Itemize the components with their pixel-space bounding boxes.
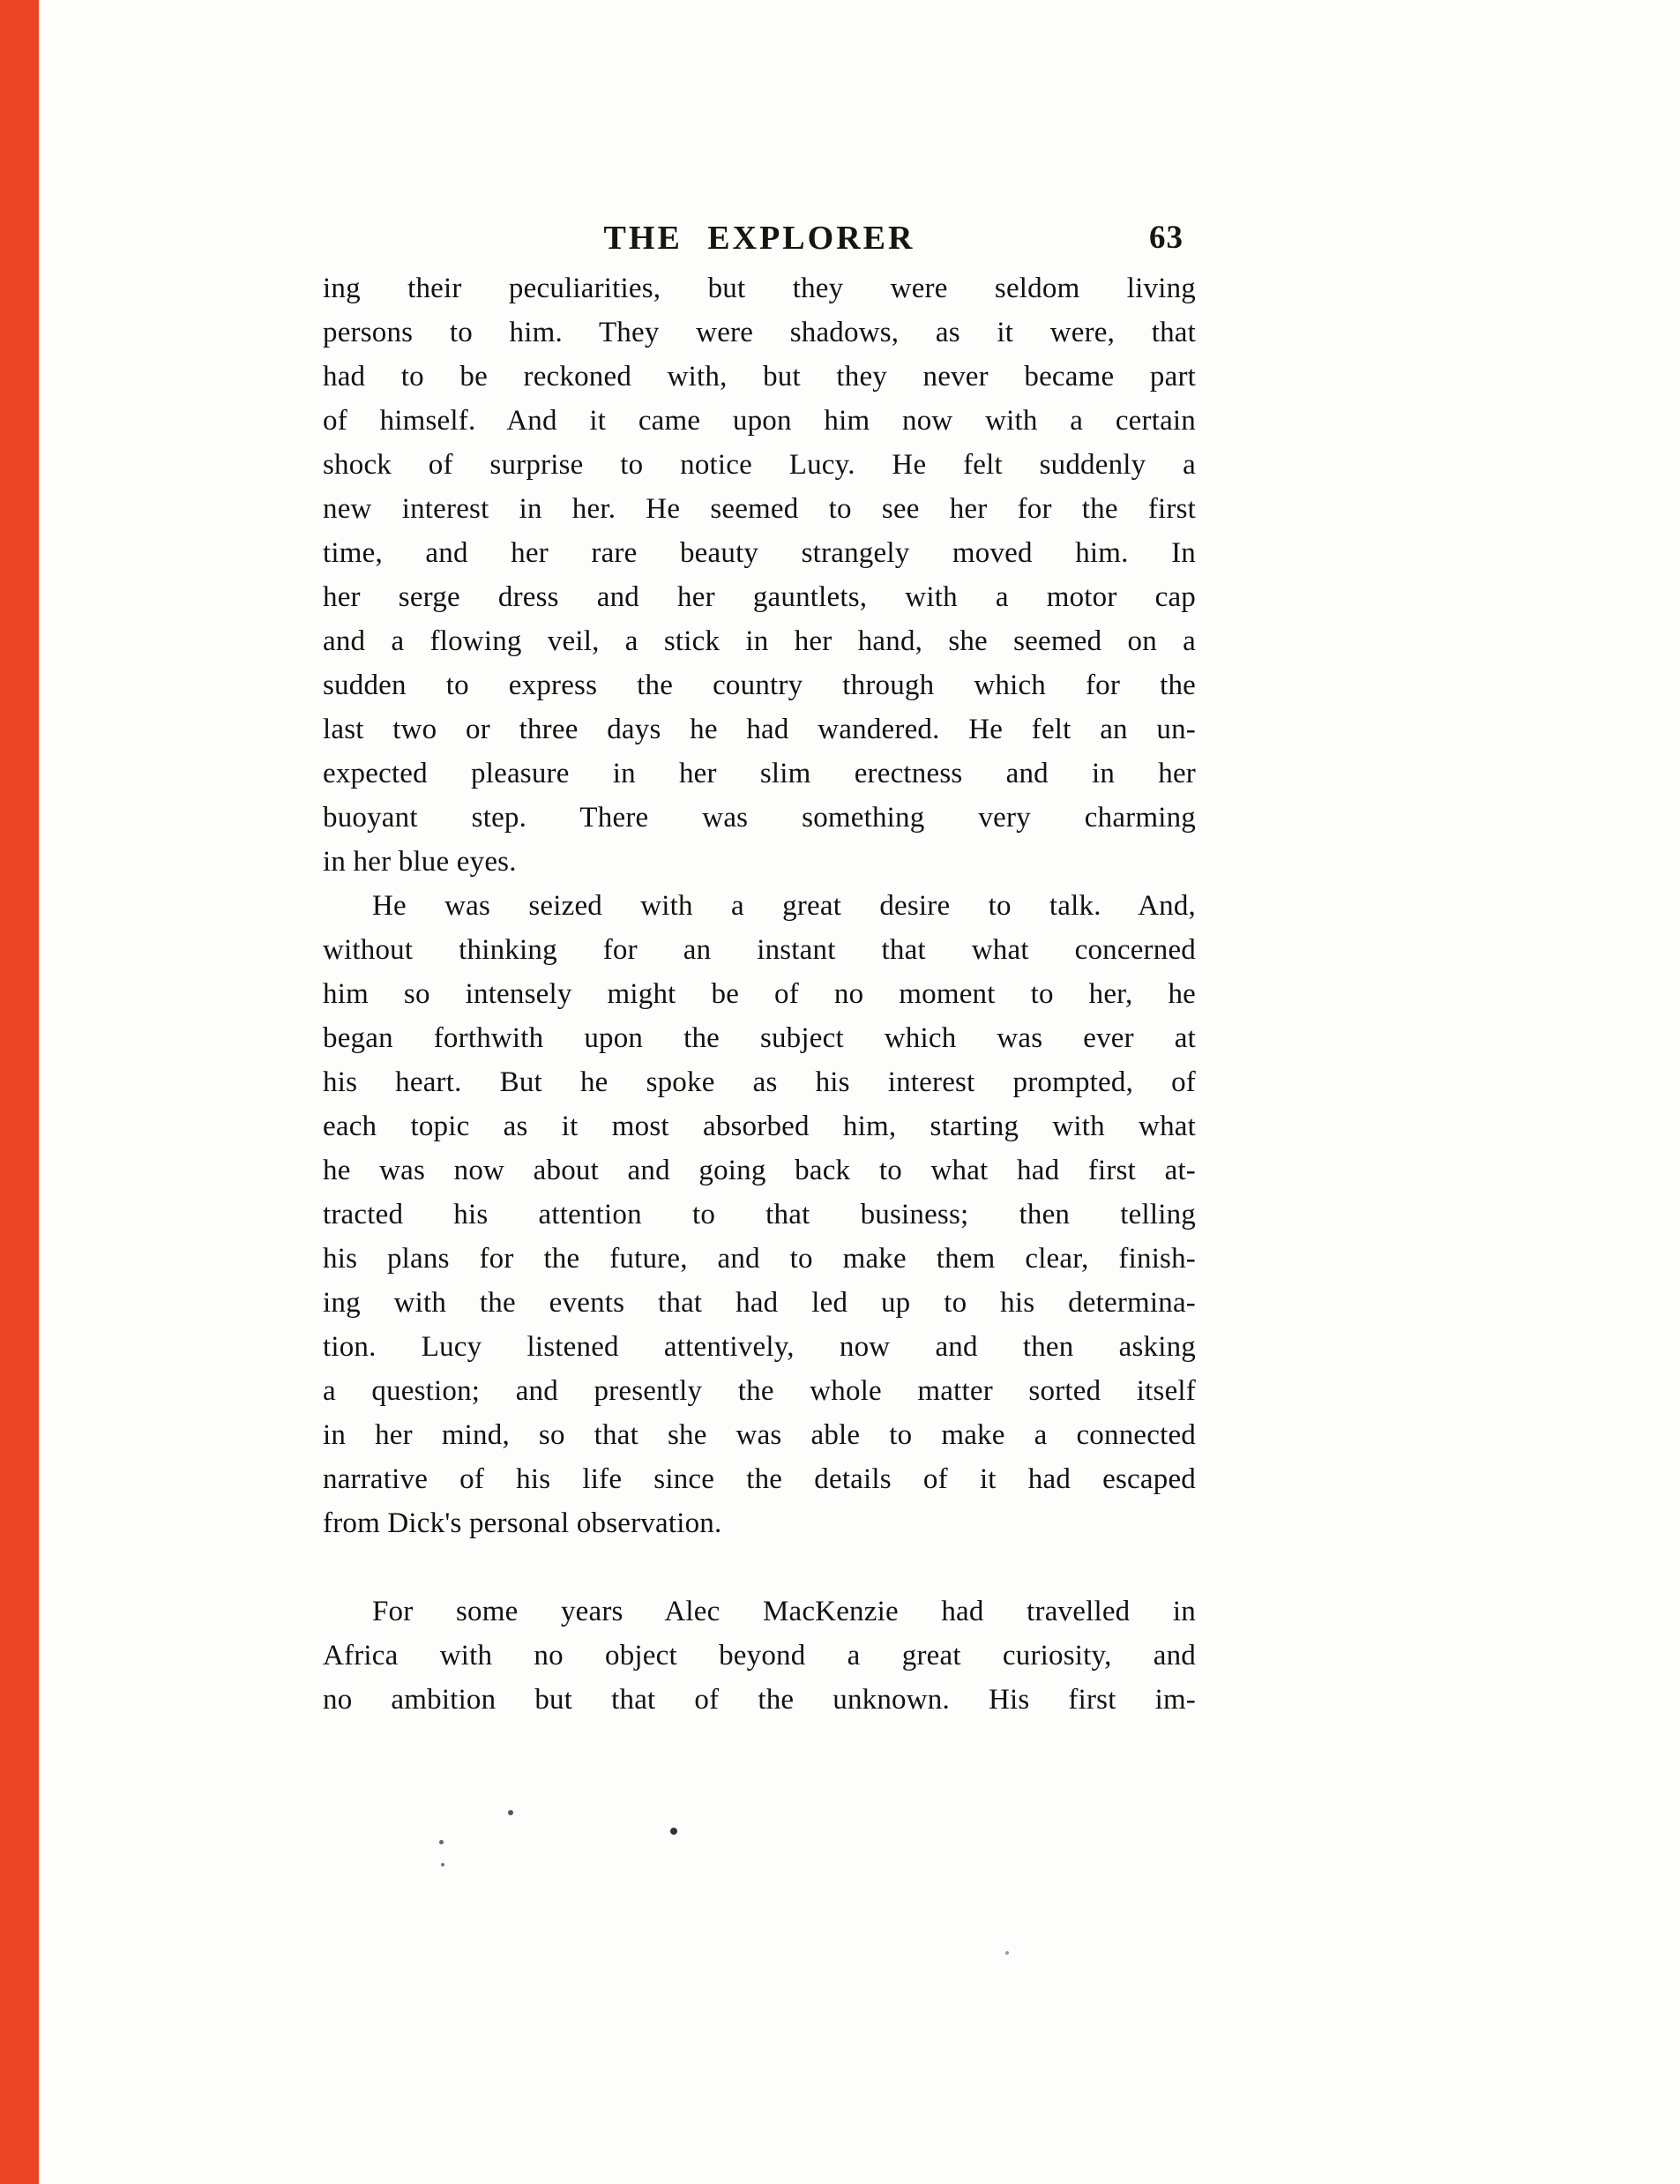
text-line: without thinking for an instant that what concerned [323, 934, 1196, 966]
text-line: persons to him. They were shadows, as it were, that [323, 317, 1196, 348]
text-line: ing with the events that had led up to his determina- [323, 1287, 1196, 1319]
text-column [323, 266, 1196, 1722]
page-header [323, 219, 1196, 265]
scan-speck [670, 1828, 677, 1835]
text-line: tracted his attention to that business; then telling [323, 1199, 1196, 1230]
text-line: began forthwith upon the subject which was ever at [323, 1022, 1196, 1054]
paragraph [323, 1589, 1196, 1722]
text-line: him so intensely might be of no moment to her, he [323, 978, 1196, 1010]
text-line: sudden to express the country through which for the [323, 669, 1196, 701]
text-line: narrative of his life since the details of it had escaped [323, 1463, 1196, 1495]
scan-speck [439, 1840, 444, 1844]
text-line: He was seized with a great desire to talk. And, [372, 890, 1196, 922]
text-line: from Dick's personal observation. [323, 1507, 722, 1539]
text-line: her serge dress and her gauntlets, with a motor cap [323, 581, 1196, 613]
text-line: in her blue eyes. [323, 846, 517, 878]
text-line: in her mind, so that she was able to make a connected [323, 1419, 1196, 1451]
text-line: his plans for the future, and to make them clear, finish- [323, 1243, 1196, 1275]
text-line: For some years Alec MacKenzie had travelled in [372, 1596, 1196, 1627]
text-line: his heart. But he spoke as his interest prompted, of [323, 1066, 1196, 1098]
text-line: of himself. And it came upon him now with a certain [323, 405, 1196, 437]
text-line: tion. Lucy listened attentively, now and then asking [323, 1331, 1196, 1363]
spine-color-bar [0, 0, 39, 2184]
text-line: had to be reckoned with, but they never became part [323, 361, 1196, 393]
text-line: he was now about and going back to what had first at- [323, 1155, 1196, 1186]
paragraph [323, 266, 1196, 884]
scan-speck [1005, 1951, 1009, 1955]
text-line: buoyant step. There was something very charming [323, 802, 1196, 834]
page-number: 63 [1149, 220, 1183, 256]
text-line: time, and her rare beauty strangely moved him. In [323, 537, 1196, 569]
scan-speck [508, 1810, 513, 1815]
text-line: last two or three days he had wandered. He felt an un- [323, 714, 1196, 745]
text-line: expected pleasure in her slim erectness and in her [323, 758, 1196, 789]
running-title: THE EXPLORER [603, 220, 915, 257]
text-line: ing their peculiarities, but they were seldom living [323, 273, 1196, 304]
scan-speck [441, 1863, 444, 1866]
text-line: shock of surprise to notice Lucy. He felt suddenly a [323, 449, 1196, 481]
paragraph [323, 884, 1196, 1545]
text-line: Africa with no object beyond a great curiosity, and [323, 1640, 1196, 1672]
text-line: new interest in her. He seemed to see her for the first [323, 493, 1196, 525]
text-line: no ambition but that of the unknown. His first im- [323, 1684, 1196, 1716]
text-line: a question; and presently the whole matter sorted itself [323, 1375, 1196, 1407]
text-line: each topic as it most absorbed him, starting with what [323, 1111, 1196, 1142]
text-line: and a flowing veil, a stick in her hand, she seemed on a [323, 625, 1196, 657]
